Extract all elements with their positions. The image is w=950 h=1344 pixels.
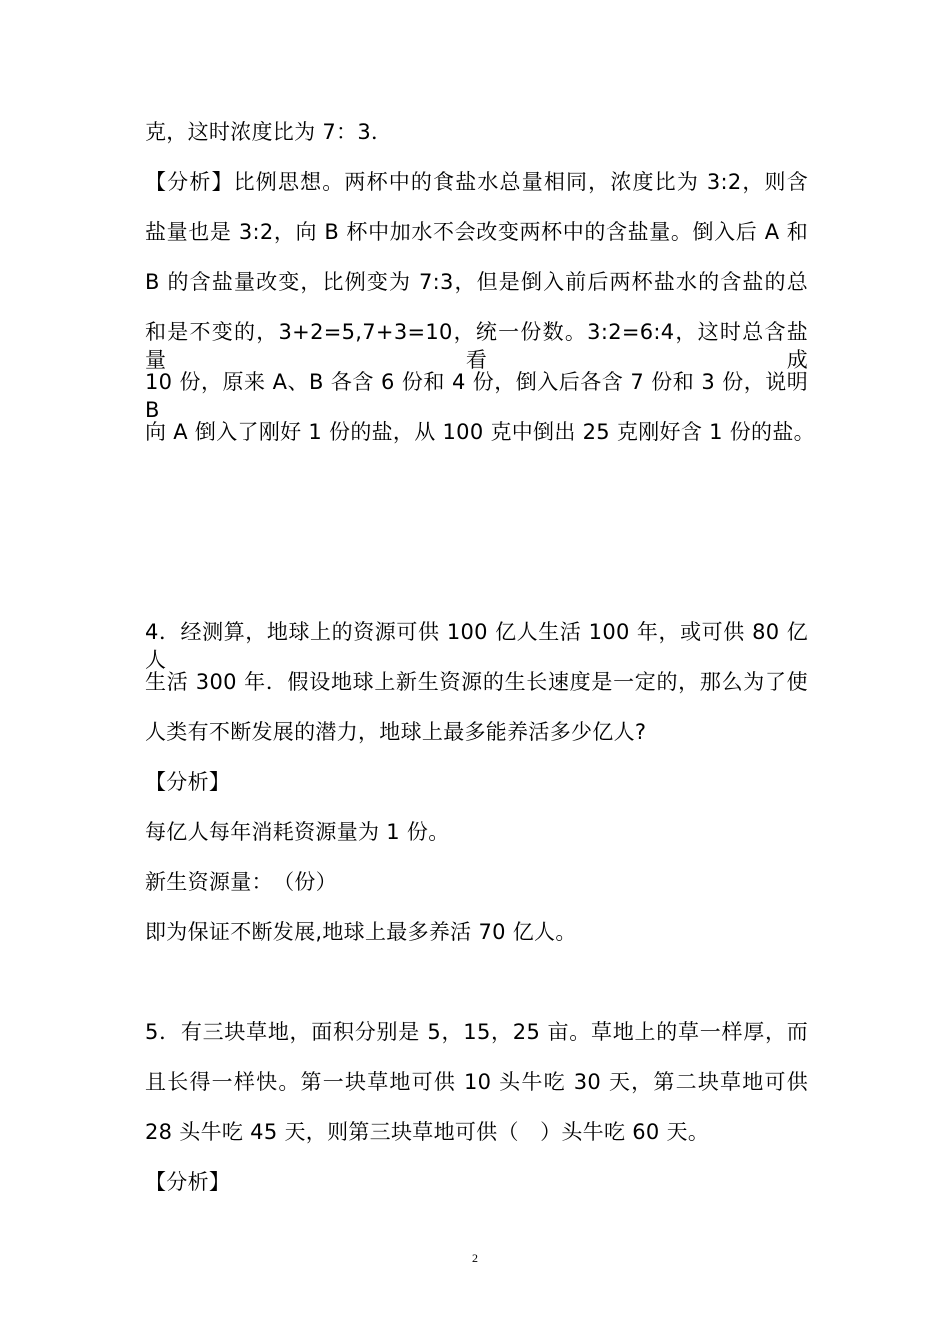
analysis-line: 向 A 倒入了刚好 1 份的盐，从 100 克中倒出 25 克刚好含 1 份的盐。 — [145, 420, 815, 444]
problem-5-text: 5．有三块草地，面积分别是 5，15，25 亩。草地上的草一样厚，而 — [145, 1020, 808, 1044]
problem-4-text: 人类有不断发展的潜力，地球上最多能养活多少亿人? — [145, 720, 647, 744]
text-line: 克，这时浓度比为 7：3． — [145, 120, 393, 144]
problem-5-text: 28 头牛吃 45 天，则第三块草地可供（ ）头牛吃 60 天。 — [145, 1120, 710, 1144]
analysis-line: 盐量也是 3:2，向 B 杯中加水不会改变两杯中的含盐量。倒入后 A 和 — [145, 220, 808, 244]
analysis-line: 新生资源量： （份） — [145, 870, 337, 894]
analysis-heading: 【分析】 — [145, 770, 231, 794]
analysis-line: 每亿人每年消耗资源量为 1 份。 — [145, 820, 450, 844]
page-number: 2 — [472, 1251, 478, 1265]
problem-4-text: 4．经测算，地球上的资源可供 100 亿人生活 100 年，或可供 80 亿人 — [145, 620, 808, 672]
analysis-line: B 的含盐量改变，比例变为 7:3，但是倒入前后两杯盐水的含盐的总 — [145, 270, 808, 294]
analysis-heading: 【分析】 — [145, 1170, 231, 1194]
analysis-line: 和是不变的，3+2=5,7+3=10，统一份数。3:2=6:4，这时总含盐量看成 — [145, 320, 808, 372]
problem-4-text: 生活 300 年．假设地球上新生资源的生长速度是一定的，那么为了使 — [145, 670, 808, 694]
analysis-line: 即为保证不断发展,地球上最多养活 70 亿人。 — [145, 920, 577, 944]
analysis-line: 【分析】比例思想。两杯中的食盐水总量相同，浓度比为 3:2，则含 — [145, 170, 808, 194]
analysis-line: 10 份，原来 A、B 各含 6 份和 4 份，倒入后各含 7 份和 3 份，说明 B — [145, 370, 808, 422]
problem-5-text: 且长得一样快。第一块草地可供 10 头牛吃 30 天，第二块草地可供 — [145, 1070, 808, 1094]
